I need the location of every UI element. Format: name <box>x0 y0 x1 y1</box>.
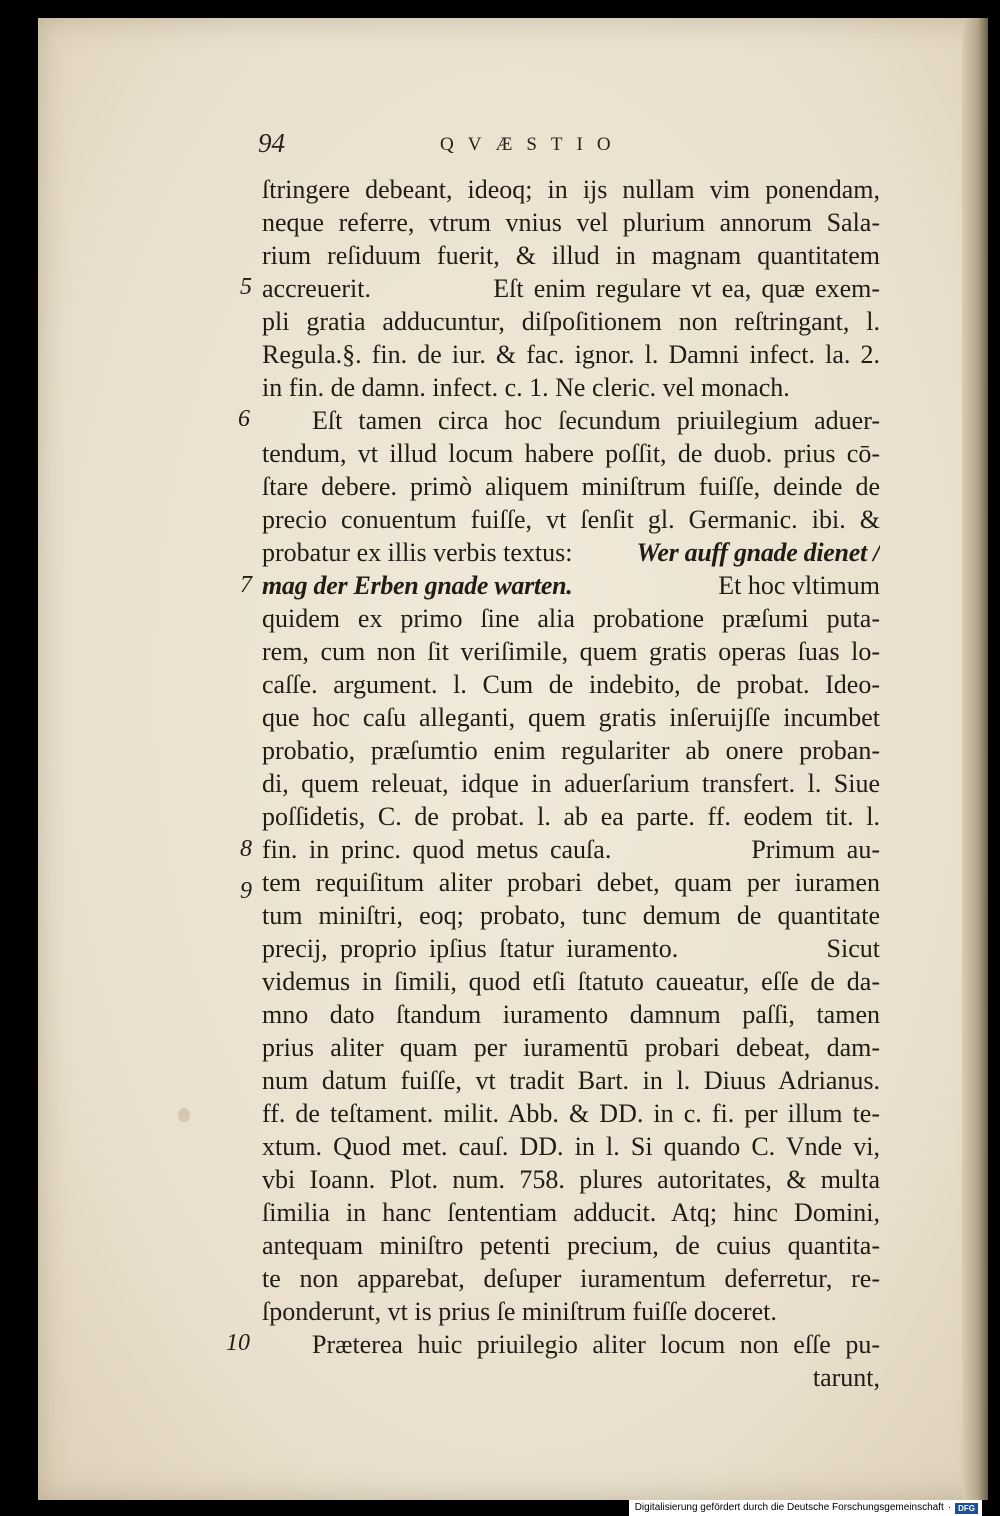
text-line: tendum, vt illud locum habere poſſit, de duob. prius cō- <box>262 439 880 468</box>
text-line: Eſt tamen circa hoc ſecundum priuilegium aduer- <box>312 406 880 435</box>
text-line: precij, proprio ipſius ſtatur iuramento. Sicut <box>262 934 880 963</box>
text-line: precio conuentum fuiſſe, vt ſenſit gl. Germanic. ibi. & <box>262 505 880 534</box>
text-line: prius aliter quam per iuramentū probari debeat, dam- <box>262 1033 880 1062</box>
text-line: rem, cum non ſit veriſimile, quem gratis operas ſuas lo- <box>262 637 880 666</box>
text-line: accreuerit. Eſt enim regulare vt ea, quæ exem- <box>262 274 880 303</box>
text-line: ſtare debere. primò aliquem miniſtrum fuiſſe, deinde de <box>262 472 880 501</box>
text-line: vbi Ioann. Plot. num. 758. plures autoritates, & multa <box>262 1165 880 1194</box>
text-line: poſſidetis, C. de probat. l. ab ea parte. ff. eodem tit. l. <box>262 802 880 831</box>
running-head: QVÆSTIO <box>440 134 625 155</box>
marginal-number: 7 <box>240 572 252 598</box>
marginal-number: 10 <box>226 1330 250 1356</box>
text-line: ff. de teſtament. milit. Abb. & DD. in c. fi. per illum te- <box>262 1099 880 1128</box>
marginal-number: 9 <box>240 878 252 904</box>
text-line: quidem ex primo ſine alia probatione præſumi puta- <box>262 604 880 633</box>
text-line: antequam miniſtro petenti precium, de cuius quantita- <box>262 1231 880 1260</box>
text-line: pli gratia adducuntur, diſpoſitionem non reſtringant, l. <box>262 307 880 336</box>
text-line: caſſe. argument. l. Cum de indebito, de probat. Ideo- <box>262 670 880 699</box>
text-line: te non apparebat, deſuper iuramentum deferretur, re- <box>262 1264 880 1293</box>
page-number: 94 <box>258 128 285 158</box>
text-line: ſponderunt, vt is prius ſe miniſtrum fuiſſe doceret. <box>262 1297 777 1326</box>
marginal-number: 5 <box>240 274 252 300</box>
dfg-logo: DFG <box>955 1503 978 1514</box>
credit-text: Digitalisierung gefördert durch die Deutsche Forschungsgemeinschaft <box>634 1502 944 1513</box>
text-line: num datum fuiſſe, vt tradit Bart. in l. Diuus Adrianus. <box>262 1066 880 1095</box>
text-line: Regula.§. fin. de iur. & fac. ignor. l. Damni infect. la. 2. <box>262 340 880 369</box>
text-line: ſtringere debeant, ideoq; in ijs nullam vim ponendam, <box>262 175 880 204</box>
text-line: xtum. Quod met. cauſ. DD. in l. Si quando C. Vnde vi, <box>262 1132 880 1161</box>
digitization-credit: Digitalisierung gefördert durch die Deutsche Forschungsgemeinschaft · DFG <box>629 1500 982 1516</box>
text-line: probatio, præſumtio enim regulariter ab onere proban- <box>262 736 880 765</box>
text-line: fin. in princ. quod metus cauſa. Primum au- <box>262 835 880 864</box>
marginal-number: 8 <box>240 836 252 862</box>
catchword: tarunt, <box>812 1363 880 1392</box>
text-line: neque referre, vtrum vnius vel plurium annorum Sala- <box>262 208 880 237</box>
german-quote-line: mag der Erben gnade warten. <box>262 571 573 600</box>
text-line: in fin. de damn. infect. c. 1. Ne cleric. vel monach. <box>262 373 790 402</box>
text-line: Et hoc vltimum <box>718 571 880 600</box>
text-line: mno dato ſtandum iuramento damnum paſſi, tamen <box>262 1000 880 1029</box>
text-line: videmus in ſimili, quod etſi ſtatuto caueatur, eſſe de da- <box>262 967 880 996</box>
text-line: Præterea huic priuilegio aliter locum non eſſe pu- <box>312 1330 880 1359</box>
text-line: tum miniſtri, eoq; probato, tunc demum de quantitate <box>262 901 880 930</box>
text-line: di, quem releuat, idque in aduerſarium transfert. l. Siue <box>262 769 880 798</box>
text-line: rium reſiduum fuerit, & illud in magnam quantitatem <box>262 241 880 270</box>
text-line: probatur ex illis verbis textus: <box>262 538 573 567</box>
marginal-number: 6 <box>238 406 250 432</box>
text-line: que hoc caſu alleganti, quem gratis inſeruijſſe incumbet <box>262 703 880 732</box>
text-line: tem requiſitum aliter probari debet, quam per iuramen <box>262 868 880 897</box>
text-line: ſimilia in hanc ſententiam adducit. Atq; hinc Domini, <box>262 1198 880 1227</box>
german-quote-line: Wer auff gnade dienet / <box>636 538 880 567</box>
